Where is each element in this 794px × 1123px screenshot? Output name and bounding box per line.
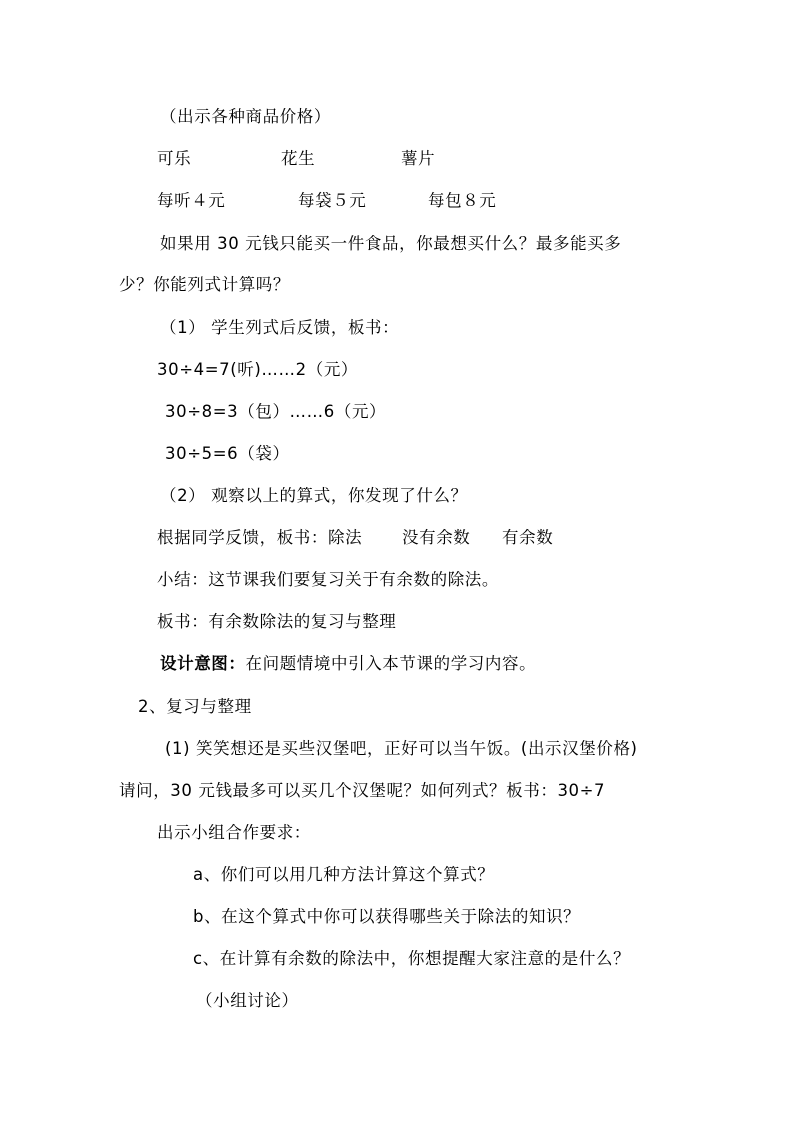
- text-line: （出示各种商品价格）: [160, 107, 331, 126]
- text-line: 如果用 30 元钱只能买一件食品，你最想买什么？最多能买多: [160, 234, 622, 253]
- text-line: 出示小组合作要求：: [157, 823, 311, 842]
- equation-line: 30÷8=3（包）……6（元）: [165, 402, 387, 421]
- product-price-cola: 每听４元: [157, 191, 226, 210]
- text-line: 没有余数: [402, 528, 471, 547]
- product-name-chips: 薯片: [401, 149, 436, 168]
- product-name-peanut: 花生: [281, 149, 316, 168]
- text-line: (1) 笑笑想还是买些汉堡吧，正好可以当午饭。(出示汉堡价格): [165, 739, 638, 758]
- list-item: a、你们可以用几种方法计算这个算式？: [193, 865, 495, 884]
- list-item: c、在计算有余数的除法中，你想提醒大家注意的是什么？: [193, 949, 631, 968]
- summary-line: 小结：这节课我们要复习关于有余数的除法。: [157, 570, 499, 589]
- text-line: 请问，30 元钱最多可以买几个汉堡呢？如何列式？板书：30÷7: [119, 781, 606, 800]
- equation-line: 30÷4=7(听)……2（元）: [157, 360, 359, 379]
- text-line: （1） 学生列式后反馈，板书：: [160, 318, 400, 337]
- text-line: （2） 观察以上的算式，你发现了什么？: [160, 486, 468, 505]
- text-line: 有余数: [502, 528, 554, 547]
- design-intent-text: 在问题情境中引入本节课的学习内容。: [245, 654, 537, 673]
- text-line: 根据同学反馈，板书：除法: [157, 528, 363, 547]
- product-name-cola: 可乐: [157, 149, 192, 168]
- list-item: b、在这个算式中你可以获得哪些关于除法的知识？: [193, 907, 581, 926]
- board-title-line: 板书：有余数除法的复习与整理: [157, 612, 397, 631]
- text-line: 少？你能列式计算吗？: [119, 275, 290, 294]
- design-intent-line: [160, 653, 536, 675]
- product-price-chips: 每包８元: [428, 191, 497, 210]
- text-line: （小组讨论）: [196, 991, 299, 1010]
- product-price-peanut: 每袋５元: [298, 191, 367, 210]
- equation-line: 30÷5=6（袋）: [165, 444, 290, 463]
- section-heading: 2、复习与整理: [138, 697, 252, 716]
- design-intent-label: 设计意图：: [160, 654, 246, 673]
